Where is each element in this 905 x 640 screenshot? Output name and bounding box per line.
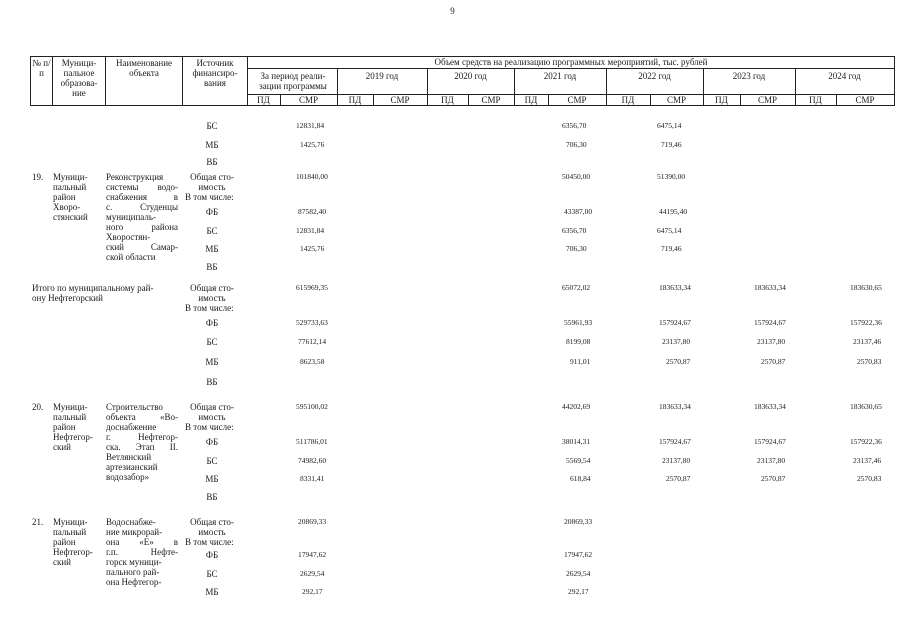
source-label: БС: [206, 121, 218, 131]
source-label: В том числе:: [185, 303, 234, 313]
source-label: ФБ: [205, 437, 219, 447]
cell-2024: 157922,36: [850, 318, 882, 327]
cell-2023: 2570,87: [761, 474, 786, 483]
header-year: 2024 год: [828, 71, 861, 81]
header-year: 2020 год: [454, 71, 487, 81]
header-object: Наименование объекта: [115, 58, 173, 78]
object-cell: Реконструкция системы водо- снабжения в с. Студенцы муниципаль- ного района Хворостян- ский Самар- ской области: [106, 172, 178, 262]
total-label: Итого по муниципальному рай- ону Нефтегорский: [32, 283, 154, 303]
source-label: ФБ: [205, 550, 219, 560]
header-pd: ПД: [441, 95, 454, 105]
source-label: БС: [206, 569, 218, 579]
cell-period: 12831,84: [296, 121, 325, 130]
header-pd: ПД: [715, 95, 728, 105]
cell-2023: 183633,34: [754, 283, 786, 292]
cell-2023: 157924,67: [754, 318, 786, 327]
cell-2021: 50450,00: [562, 172, 591, 181]
cell-2023: 2570,87: [761, 357, 786, 366]
header-smr: СМР: [390, 95, 410, 105]
header-smr: СМР: [855, 95, 875, 105]
cell-2022: 23137,80: [662, 337, 691, 346]
header-municipality: Муници- пальное образова- ние: [60, 58, 98, 98]
cell-period: 17947,62: [298, 550, 327, 559]
cell-2021: 8199,08: [566, 337, 591, 346]
cell-2021: 6356,70: [562, 121, 587, 130]
row-number: 19.: [32, 172, 44, 182]
header-pd: ПД: [809, 95, 822, 105]
cell-2022: 157924,67: [659, 437, 691, 446]
cell-period: 615969,35: [296, 283, 328, 292]
cell-2022: 719,46: [661, 244, 682, 253]
header-smr: СМР: [666, 95, 686, 105]
cell-2022: 6475,14: [657, 121, 682, 130]
cell-2021: 2629,54: [566, 569, 591, 578]
source-label: ВБ: [206, 377, 218, 387]
municipality-cell: Муници- пальный район Нефтегор- ский: [53, 517, 93, 567]
header-vline: [894, 56, 895, 105]
row-number: 20.: [32, 402, 44, 412]
cell-period: 1425,76: [300, 140, 325, 149]
cell-2024: 183630,65: [850, 402, 882, 411]
source-label: В том числе:: [185, 537, 234, 547]
header-bottom-line: [30, 105, 895, 106]
cell-2021: 706,30: [566, 244, 587, 253]
source-label: ВБ: [206, 262, 218, 272]
municipality-cell: Муници- пальный район Хворо- стянский: [53, 172, 88, 222]
header-smr: СМР: [481, 95, 501, 105]
header-smr: СМР: [567, 95, 587, 105]
header-pd: ПД: [257, 95, 270, 105]
header-pd: ПД: [621, 95, 635, 105]
header-year-line: [247, 68, 895, 69]
cell-2022: 6475,14: [657, 226, 682, 235]
cell-2023: 183633,34: [754, 402, 786, 411]
cell-period: 595100,02: [296, 402, 328, 411]
cell-2021: 5569,54: [566, 456, 591, 465]
cell-2022: 44195,40: [659, 207, 688, 216]
source-label: Общая сто- имость: [190, 172, 234, 192]
header-year: 2023 год: [732, 71, 766, 81]
header-period: За период реали- зации программы: [259, 71, 327, 91]
header-pd: ПД: [348, 95, 362, 105]
cell-2021: 20869,33: [564, 517, 593, 526]
cell-2024: 2570,83: [857, 357, 882, 366]
header-year: 2022 год: [638, 71, 671, 81]
cell-2022: 157924,67: [659, 318, 691, 327]
cell-2023: 23137,80: [757, 456, 786, 465]
source-label: ФБ: [205, 207, 219, 217]
cell-2023: 157924,67: [754, 437, 786, 446]
cell-2022: 23137,80: [662, 456, 691, 465]
cell-2021: 706,30: [566, 140, 587, 149]
cell-2021: 65072,02: [562, 283, 591, 292]
source-label: В том числе:: [185, 422, 234, 432]
cell-2024: 157922,36: [850, 437, 882, 446]
object-cell: Водоснабже- ние микрорай- она «Е» в г.п. Нефте- горск муници- пального рай- она Нефтегор-: [106, 517, 178, 587]
header-volume: Объем средств на реализацию программных мероприятий, тыс. рублей: [434, 57, 708, 67]
cell-2022: 2570,87: [666, 357, 691, 366]
cell-period: 87582,40: [298, 207, 327, 216]
cell-2021: 38014,31: [562, 437, 591, 446]
cell-2024: 23137,46: [853, 337, 882, 346]
cell-2022: 51390,00: [657, 172, 686, 181]
source-label: МБ: [205, 357, 219, 367]
source-label: МБ: [205, 474, 219, 484]
source-label: БС: [206, 226, 218, 236]
header-source: Источник финансиро- вания: [192, 58, 238, 88]
source-label: МБ: [205, 244, 219, 254]
cell-period: 529733,63: [296, 318, 328, 327]
cell-period: 20869,33: [298, 517, 327, 526]
header-pd: ПД: [524, 95, 538, 105]
cell-period: 74982,60: [298, 456, 327, 465]
cell-period: 8331,41: [300, 474, 325, 483]
source-label: МБ: [205, 140, 219, 150]
cell-2021: 6356,70: [562, 226, 587, 235]
cell-2021: 618,84: [570, 474, 591, 483]
source-label: БС: [206, 456, 218, 466]
cell-2021: 43387,00: [564, 207, 593, 216]
page-number: 9: [450, 6, 455, 16]
cell-2024: 23137,46: [853, 456, 882, 465]
cell-2022: 183633,34: [659, 402, 691, 411]
cell-2023: 23137,80: [757, 337, 786, 346]
cell-2024: 183630,65: [850, 283, 882, 292]
header-no: № п/п: [32, 58, 51, 78]
source-label: ФБ: [205, 318, 219, 328]
cell-2024: 2570,83: [857, 474, 882, 483]
row-number: 21.: [32, 517, 44, 527]
cell-2021: 911,01: [570, 357, 591, 366]
cell-2021: 55961,93: [564, 318, 593, 327]
cell-period: 101840,00: [296, 172, 328, 181]
source-label: Общая сто- имость: [190, 402, 234, 422]
cell-period: 511786,01: [296, 437, 328, 446]
cell-period: 77612,14: [298, 337, 327, 346]
cell-2021: 292,17: [568, 587, 589, 596]
source-label: Общая сто- имость: [190, 283, 234, 303]
cell-period: 8623,58: [300, 357, 325, 366]
cell-2021: 17947,62: [564, 550, 593, 559]
cell-period: 292,17: [302, 587, 323, 596]
cell-2022: 719,46: [661, 140, 682, 149]
cell-2021: 44202,69: [562, 402, 591, 411]
header-year: 2019 год: [365, 71, 399, 81]
cell-2022: 2570,87: [666, 474, 691, 483]
cell-period: 1425,76: [300, 244, 325, 253]
source-label: БС: [206, 337, 218, 347]
source-label: ВБ: [206, 157, 218, 167]
cell-period: 12831,84: [296, 226, 325, 235]
header-year: 2021 год: [543, 71, 577, 81]
cell-period: 2629,54: [300, 569, 325, 578]
header-smr: СМР: [757, 95, 777, 105]
source-label: Общая сто- имость: [190, 517, 234, 537]
source-label: ВБ: [206, 492, 218, 502]
header-smr: СМР: [298, 95, 318, 105]
cell-2022: 183633,34: [659, 283, 691, 292]
source-label: В том числе:: [185, 192, 234, 202]
source-label: МБ: [205, 587, 219, 597]
municipality-cell: Муници- пальный район Нефтегор- ский: [53, 402, 93, 452]
object-cell: Строительство объекта «Во- доснабжение г. Нефтегор- ска. Этап II. Ветлянский артезианский водозабор»: [106, 402, 178, 482]
